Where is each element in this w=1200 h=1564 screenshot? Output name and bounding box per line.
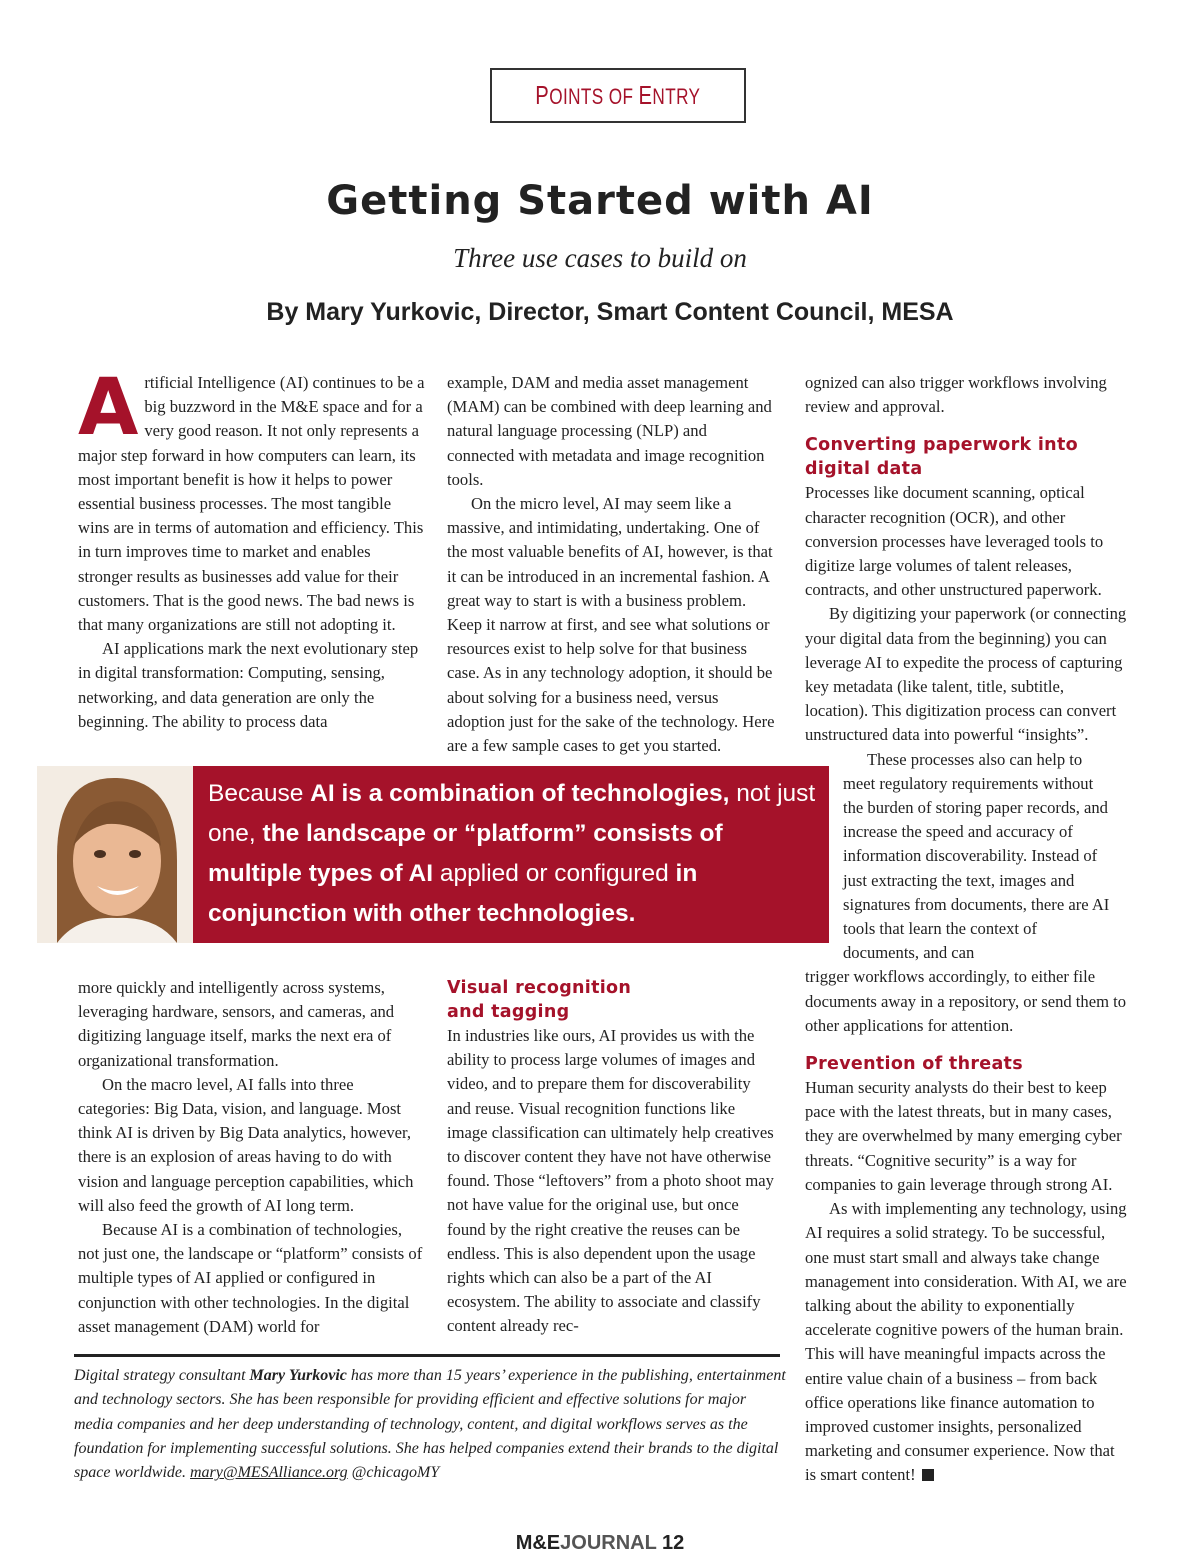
paragraph: rtificial Intelligence (AI) continues to be a big buzzword in the M&E space and for a very good reason. It not only represents a major step forward in how computers can learn, its most important benefit is how it helps to power essential business processes. The most tangible wins are in terms of automation and efficiency. This in turn improves time to market and enables stronger results as businesses add value for their customers. That is the good news. The bad news is that many organizations are still not adopting it. — [78, 373, 425, 635]
column-1-bottom — [78, 976, 424, 1339]
end-mark-icon — [922, 1469, 934, 1481]
footer-journal: JOURNAL — [560, 1532, 657, 1554]
paragraph: trigger workflows accordingly, to either file documents away in a repository, or send them to other applications for attention. — [805, 967, 1127, 1035]
paragraph: AI applications mark the next evolutionary step in digital transformation: Computing, sensing, networking, and data generation are only the beginning. The ability to process data — [78, 639, 419, 731]
kicker-label: POINTS OF ENTRY — [535, 80, 701, 110]
section-heading: Converting paperwork into digital data — [805, 435, 1078, 480]
column-2-bottom — [447, 976, 777, 1339]
paragraph: On the macro level, AI falls into three categories: Big Data, vision, and language. Most think AI is driven by Big Data analytics, however, there is an explosion of areas having to do with vision and language perception capabilities, which will also feed the growth of AI long term. — [78, 1074, 414, 1215]
paragraph: more quickly and intelligently across systems, leveraging hardware, sensors, and cameras, and digitizing language itself, marks the next era of organizational transformation. — [78, 978, 395, 1070]
article-subtitle: Three use cases to build on — [453, 243, 747, 273]
paragraph: example, DAM and media asset management (MAM) can be combined with deep learning and natural language processing (NLP) and connected with metadata and image recognition tools. — [447, 373, 772, 489]
article-title: Getting Started with AI — [326, 178, 874, 224]
author-portrait-image — [37, 766, 193, 943]
author-bio: Digital strategy consultant Mary Yurkovic has more than 15 years’ experience in the publishing, entertainment and technology sectors. She has been responsible for providing efficient and effective solutions for major media companies and her deep understanding of technology, content, and digital workflows serves as the foundation for implementing successful solutions. She has helped companies extend their brands to the digital space worldwide. mary@MESAlliance.org @chicagoMY — [74, 1367, 786, 1482]
paragraph: By digitizing your paperwork (or connecting your digital data from the beginning) you can leverage AI to expedite the process of capturing key metadata (like talent, title, subtitle, location). This digitization process can convert unstructured data into powerful “insights”. — [805, 604, 1127, 745]
author-photo — [37, 766, 193, 943]
paragraph: ognized can also trigger workflows involving review and approval. — [805, 373, 1107, 417]
paragraph: In industries like ours, AI provides us with the ability to process large volumes of images and video, and to prepare them for discoverability and reuse. Visual recognition functions like image classification can ultimately help creatives to discover content they have not have otherwise found. Those “leftovers” from a photo shoot may not have value for the original use, but once found by the right creative the reuses can be endless. This is also dependent upon the usage rights which can also be a part of the AI ecosystem. The ability to associate and classify content already rec- — [447, 1026, 774, 1336]
column-2-top — [447, 371, 777, 758]
pullquote-text: Because AI is a combination of technologies, not just one, the landscape or “platform” consists of multiple types of AI applied or configured in conjunction with other technologies. — [208, 780, 816, 927]
email-link[interactable]: mary@MESAlliance.org — [190, 1464, 348, 1482]
paragraph: As with implementing any technology, using AI requires a solid strategy. To be successful, one must start small and always take change management into consideration. With AI, we are talking about the ability to exponentially accelerate cognitive powers of the human brain. This will have meaningful impacts across the entire value chain of a business – from back office operations like finance automation to improved customer insights, personalized marketing and consumer experience. Now that is smart content! — [805, 1199, 1127, 1485]
paragraph: Human security analysts do their best to keep pace with the latest threats, but in many cases, they are overwhelmed by many emerging cyber threats. “Cognitive security” is a way for companies to gain leverage through strong AI. — [805, 1078, 1122, 1194]
page-footer — [0, 1532, 1200, 1555]
section-heading: Visual recognition and tagging — [447, 978, 632, 1022]
byline: By Mary Yurkovic, Director, Smart Content Council, MESA — [266, 298, 954, 326]
drop-cap: A — [78, 363, 139, 453]
paragraph: On the micro level, AI may seem like a massive, and intimidating, undertaking. One of the most valuable benefits of AI, however, is that it can be introduced in an incremental fashion. A great way to start is with a business problem. Keep it narrow at first, and see what solutions or resources exist to help solve for that business case. As in any technology adoption, it should be about solving for a business need, versus adoption just for the sake of the technology. Here are a few sample cases to get you started. — [447, 494, 775, 756]
paragraph: Processes like document scanning, optical character recognition (OCR), and other conversion processes have leveraged tools to digitize large volumes of talent releases, contracts, and other unstructured paperwork. — [805, 483, 1104, 600]
section-heading: Prevention of threats — [805, 1054, 1023, 1075]
paragraph: These processes also can help to meet regulatory requirements without the burden of storing paper records, and increase the speed and accuracy of information discoverability. Instead of just extracting the text, images and signatures from documents, there are AI tools that learn the context of documents, and can — [843, 749, 1110, 963]
bio-divider — [74, 1354, 780, 1357]
footer-brand: M&E — [515, 1532, 561, 1554]
paragraph: Because AI is a combination of technologies, not just one, the landscape or “platform” consists of multiple types of AI applied or configured in conjunction with other technologies. In the digital asset management (DAM) world for — [78, 1220, 423, 1336]
column-1-top — [78, 363, 426, 734]
page-number: 12 — [662, 1532, 685, 1554]
column-3 — [805, 371, 1127, 1488]
section-kicker — [490, 68, 746, 123]
